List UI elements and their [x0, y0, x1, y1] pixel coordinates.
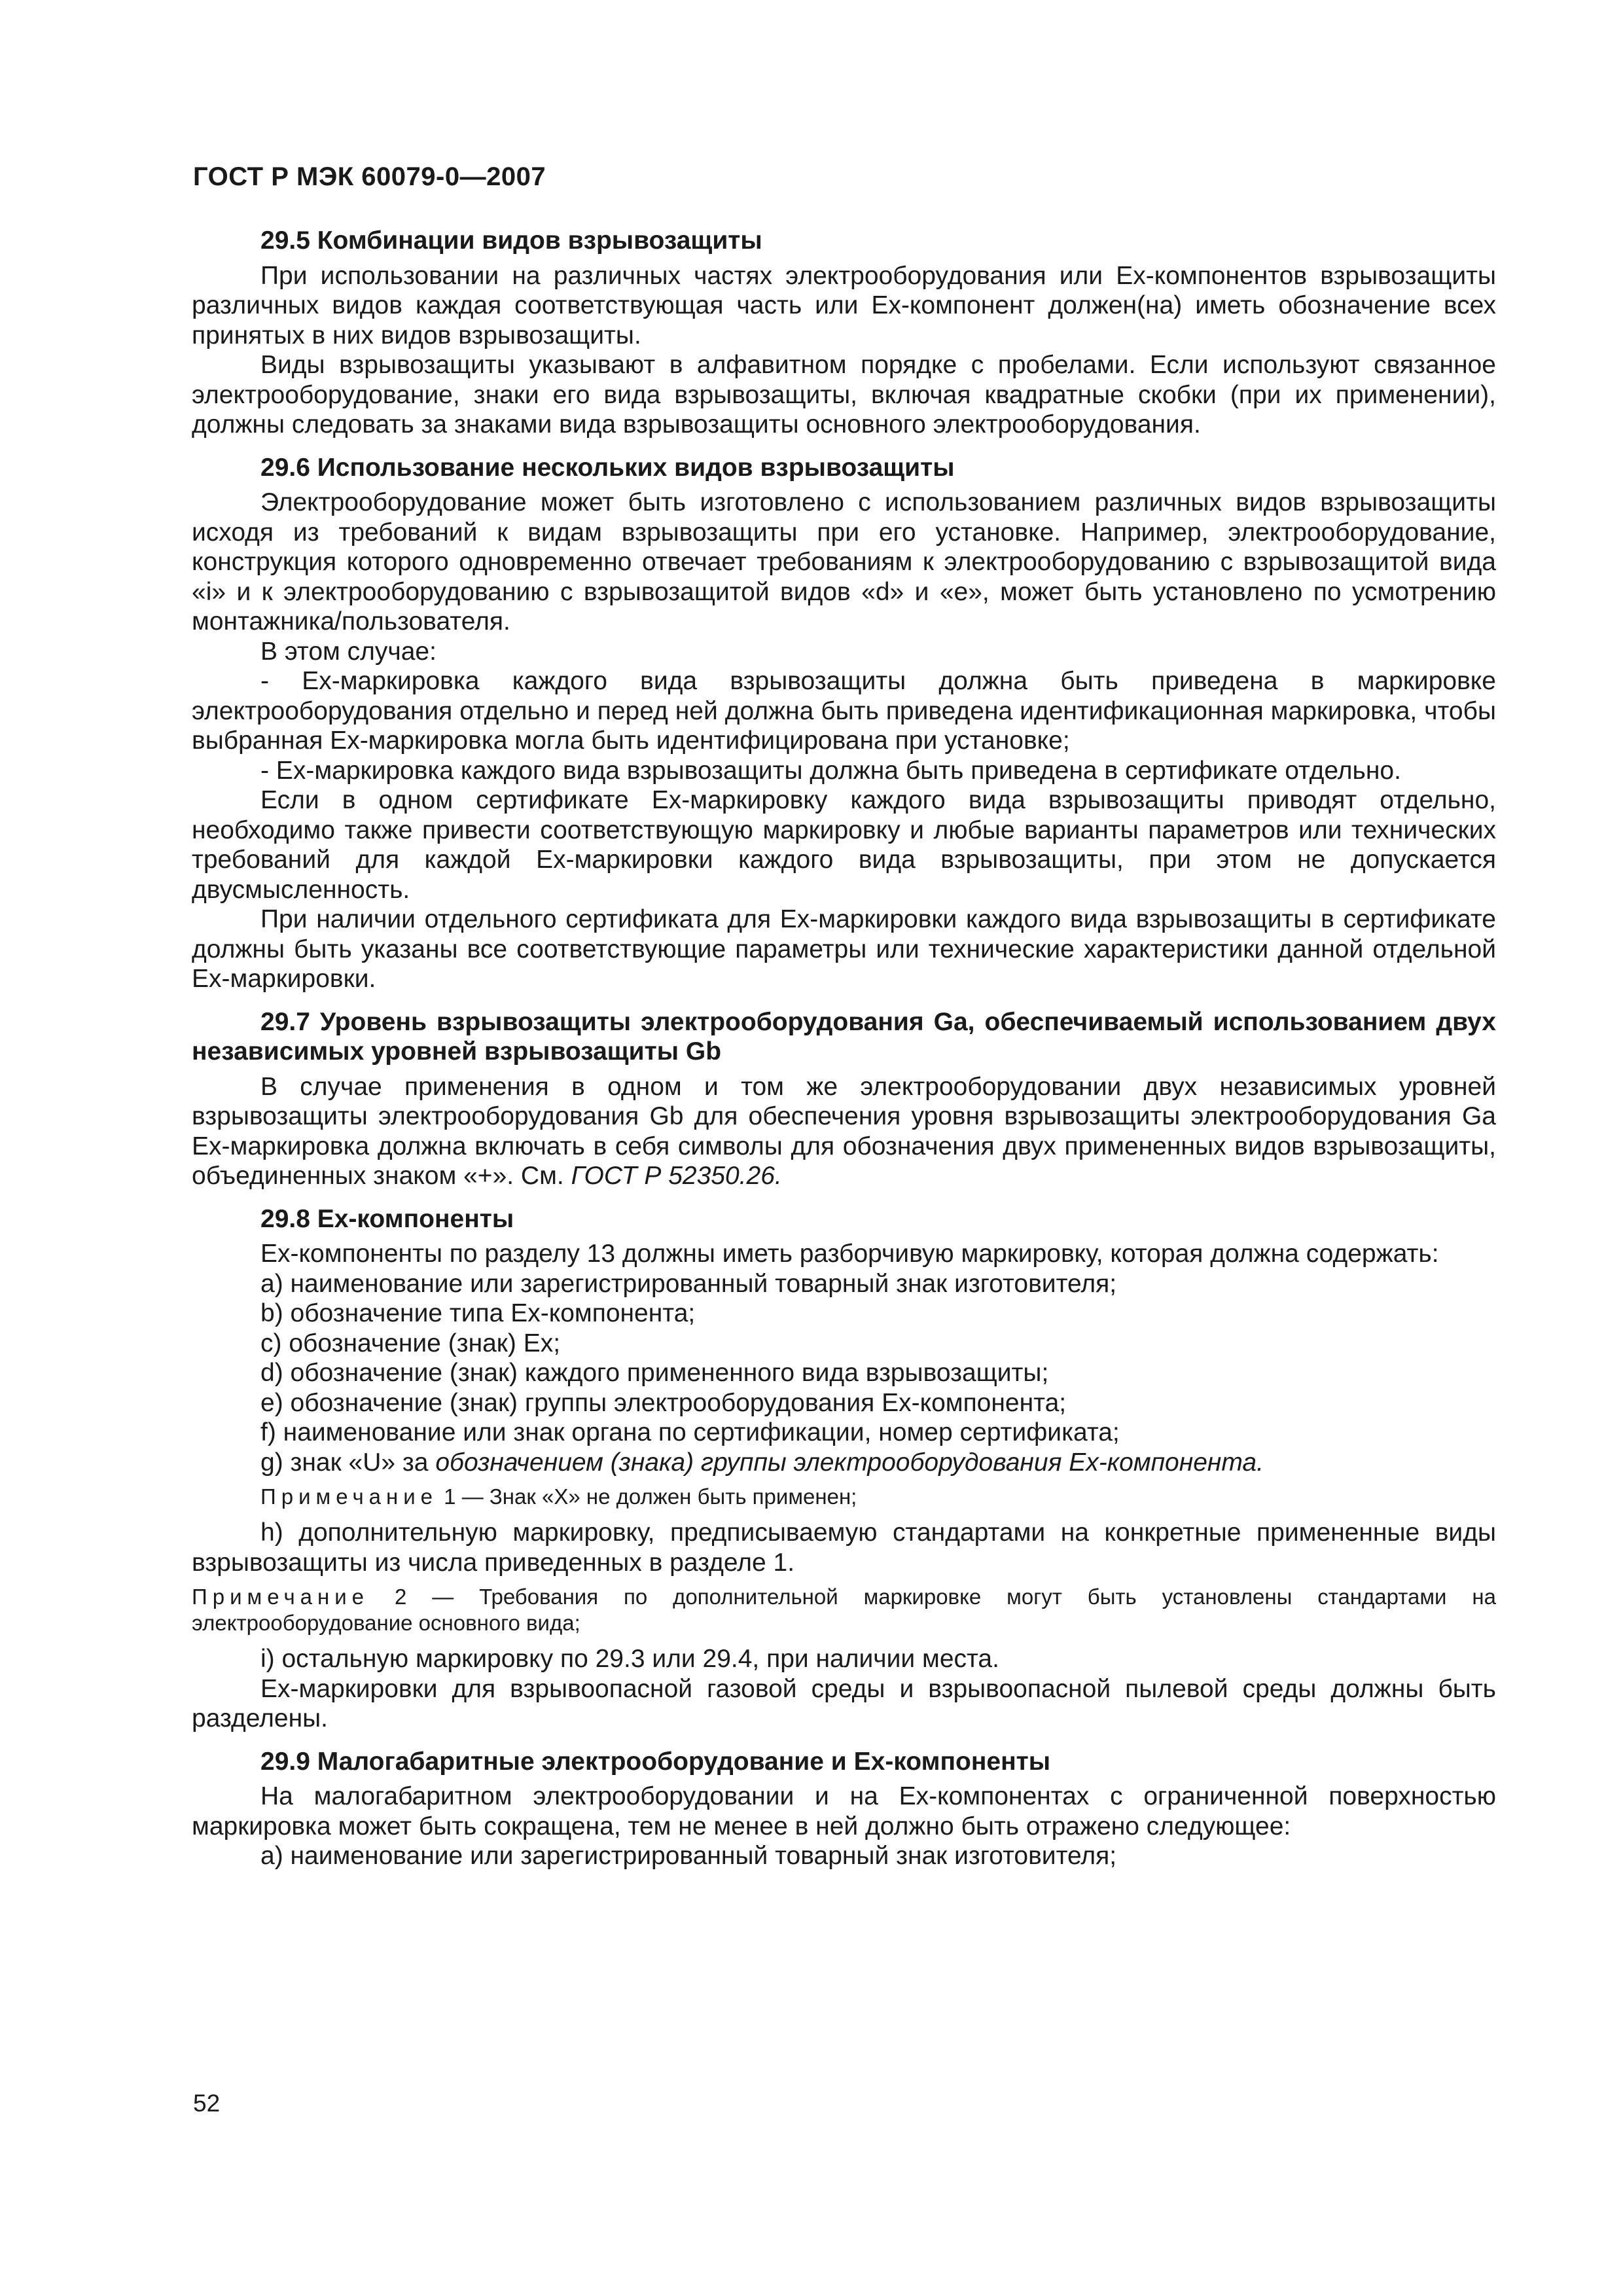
section-29-8-title: 29.8 Ex-компоненты: [260, 1204, 514, 1233]
list-item-g: [192, 1448, 1496, 1478]
list-item-e: e) обозначение (знак) группы электрооборудования Ex-компонента;: [260, 1388, 1067, 1417]
list-item-a: a) наименование или зарегистрированный товарный знак изготовителя;: [260, 1269, 1117, 1298]
page-content: [192, 226, 1496, 1871]
page-number: 52: [193, 2090, 221, 2117]
list-item-a-2: a) наименование или зарегистрированный товарный знак изготовителя;: [260, 1842, 1117, 1870]
page-header: ГОСТ Р МЭК 60079-0—2007: [193, 162, 546, 191]
list-item-g-prefix: g) знак «U» за: [260, 1448, 436, 1477]
section-29-6-title: 29.6 Использование нескольких видов взрывозащиты: [260, 453, 955, 482]
section-29-7-text: В случае применения в одном и том же электрооборудовании двух независимых уровней взрывозащиты электрооборудования Gb для обеспечения уровня взрывозащиты электрооборудования Ga Ex-маркировка должна включать в себя символы для обозначения двух примененных видов взрывозащиты, объединенных знаком «+». См.: [192, 1072, 1496, 1190]
note-2-label: Примечание: [192, 1585, 370, 1609]
section-29-6-paragraph-5: Если в одном сертификате Ex-маркировку каждого вида взрывозащиты приводят отдельно, необходимо также привести соответствующую маркировку и любые варианты параметров или технических требований для каждой Ex-маркировки каждого вида взрывозащиты, при этом не допускается двусмысленность.: [192, 786, 1496, 904]
section-29-5-title: 29.5 Комбинации видов взрывозащиты: [260, 226, 762, 255]
list-item-d: d) обозначение (знак) каждого примененного вида взрывозащиты;: [260, 1359, 1049, 1387]
list-item-h: h) дополнительную маркировку, предписываемую стандартами на конкретные примененные виды взрывозащиты из числа приведенных в разделе 1.: [192, 1518, 1496, 1577]
section-29-6-paragraph-6: При наличии отдельного сертификата для Ex-маркировки каждого вида взрывозащиты в сертификате должны быть указаны все соответствующие параметры или технические характеристики данной отдельной Ex-маркировки.: [192, 905, 1496, 993]
section-29-6-paragraph-1: Электрооборудование может быть изготовлено с использованием различных видов взрывозащиты исходя из требований к видам взрывозащиты при его установке. Например, электрооборудование, конструкция которого одновременно отвечает требованиям к электрооборудованию с взрывозащитой вида «i» и к электрооборудованию с взрывозащитой видов «d» и «e», может быть установлено по усмотрению монтажника/пользователя.: [192, 488, 1496, 636]
note-1-text: 1 — Знак «X» не должен быть применен;: [438, 1484, 857, 1509]
note-2-text: 2 — Требования по дополнительной маркировке могут быть установлены стандартами на электрооборудование основного вида;: [192, 1585, 1496, 1635]
list-item-i: i) остальную маркировку по 29.3 или 29.4, при наличии места.: [260, 1645, 999, 1673]
section-29-7-paragraph-1: [192, 1072, 1496, 1191]
section-29-9-paragraph-1: На малогабаритном электрооборудовании и на Ex-компонентах с ограниченной поверхностью маркировка может быть сокращена, тем не менее в ней должно быть отражено следующее:: [192, 1782, 1496, 1840]
section-29-6-paragraph-2: В этом случае:: [260, 637, 437, 666]
section-29-7-title: 29.7 Уровень взрывозащиты электрооборудования Ga, обеспечиваемый использованием двух независимых уровней взрывозащиты Gb: [192, 1007, 1496, 1066]
section-29-6-paragraph-3: - Ex-маркировка каждого вида взрывозащиты должна быть приведена в маркировке электрооборудования отдельно и перед ней должна быть приведена идентификационная маркировка, чтобы выбранная Ex-маркировка могла быть идентифицирована при установке;: [192, 667, 1496, 755]
section-29-8-paragraph-last: Ex-маркировки для взрывоопасной газовой среды и взрывоопасной пылевой среды должны быть разделены.: [192, 1674, 1496, 1732]
list-item-b: b) обозначение типа Ex-компонента;: [260, 1299, 696, 1327]
list-item-f: f) наименование или знак органа по сертификации, номер сертификата;: [260, 1418, 1120, 1446]
section-29-5-paragraph-1: При использовании на различных частях электрооборудования или Ex-компонентов взрывозащиты различных видов каждая соответствующая часть или Ex-компонент должен(на) иметь обозначение всех принятых в них видов взрывозащиты.: [192, 261, 1496, 350]
note-1-label: Примечание: [260, 1484, 438, 1509]
note-1: [192, 1484, 1496, 1510]
list-item-c: c) обозначение (знак) Ex;: [260, 1329, 561, 1357]
section-29-9-title: 29.9 Малогабаритные электрооборудование и Ex-компоненты: [260, 1747, 1051, 1776]
section-29-5-paragraph-2: Виды взрывозащиты указывают в алфавитном порядке с пробелами. Если используют связанное электрооборудование, знаки его вида взрывозащиты, включая квадратные скобки (при их применении), должны следовать за знаками вида взрывозащиты основного электрооборудования.: [192, 351, 1496, 439]
standard-reference: ГОСТ Р 52350.26.: [571, 1162, 782, 1190]
section-29-8-paragraph-1: Ex-компоненты по разделу 13 должны иметь разборчивую маркировку, которая должна содержать:: [260, 1240, 1439, 1268]
list-item-g-italic: обозначением (знака) группы электрооборудования Ex-компонента.: [435, 1448, 1264, 1477]
section-29-6-paragraph-4: - Ex-маркировка каждого вида взрывозащиты должна быть приведена в сертификате отдельно.: [260, 756, 1401, 785]
note-2: [192, 1584, 1496, 1636]
